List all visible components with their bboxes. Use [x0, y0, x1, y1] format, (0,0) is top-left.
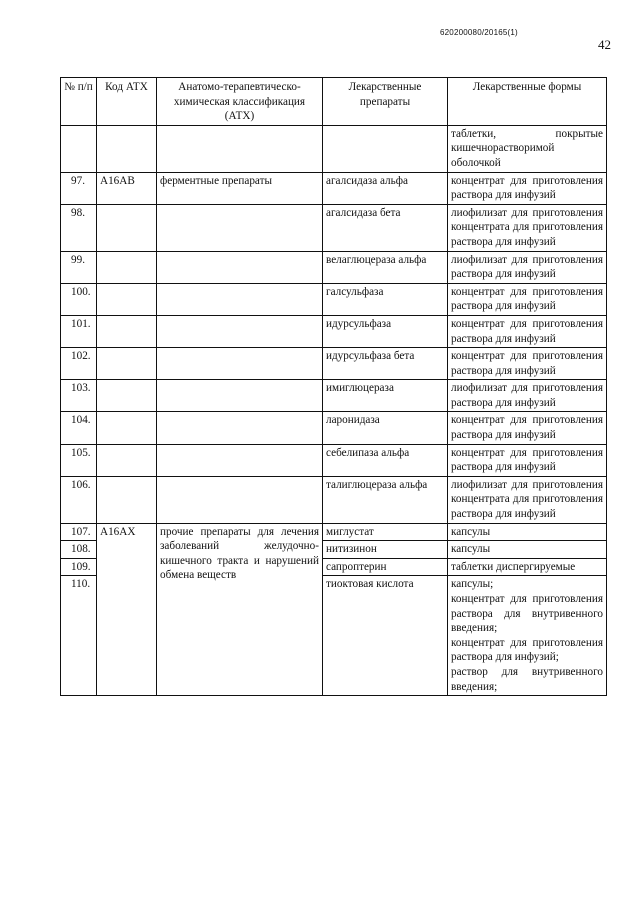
drug-cell: миглустат — [323, 523, 448, 541]
class-cell — [157, 348, 323, 380]
code-cell — [97, 315, 157, 347]
class-cell — [157, 412, 323, 444]
form-line: раствор для внутривенного введения; — [451, 665, 603, 693]
continuation-row — [61, 125, 607, 172]
code-cell: A16AX — [97, 523, 157, 696]
class-cell — [157, 283, 323, 315]
drug-cell: агалсидаза бета — [323, 204, 448, 251]
form-cell: лиофилизат для приготовления концентрата для приготовления раствора для инфузий — [448, 204, 607, 251]
table-row — [61, 476, 607, 523]
class-cell — [157, 251, 323, 283]
code-cell — [97, 476, 157, 523]
num-cell: 104. — [61, 412, 97, 444]
class-cell — [157, 476, 323, 523]
form-cell: лиофилизат для приготовления раствора для инфузий — [448, 380, 607, 412]
form-cell: концентрат для приготовления раствора для инфузий — [448, 412, 607, 444]
class-cell — [157, 204, 323, 251]
drug-cell: тиоктовая кислота — [323, 576, 448, 696]
form-cell: таблетки диспергируемые — [448, 558, 607, 576]
drug-cell: имиглюцераза — [323, 380, 448, 412]
num-cell: 103. — [61, 380, 97, 412]
drug-cell: нитизинон — [323, 541, 448, 559]
document-id: 620200080/20165(1) — [440, 28, 518, 37]
num-cell: 101. — [61, 315, 97, 347]
form-line: капсулы; — [451, 578, 494, 591]
num-cell: 109. — [61, 558, 97, 576]
class-cell — [157, 125, 323, 172]
num-cell: 107. — [61, 523, 97, 541]
table-row — [61, 315, 607, 347]
header-num: № п/п — [61, 78, 97, 126]
table-row — [61, 251, 607, 283]
table-row — [61, 523, 607, 541]
code-cell — [97, 251, 157, 283]
code-cell — [97, 380, 157, 412]
num-cell: 100. — [61, 283, 97, 315]
drug-cell — [323, 125, 448, 172]
table-row — [61, 380, 607, 412]
drug-cell: ларонидаза — [323, 412, 448, 444]
code-cell — [97, 348, 157, 380]
drug-cell: агалсидаза альфа — [323, 172, 448, 204]
class-cell — [157, 380, 323, 412]
table-row — [61, 444, 607, 476]
form-cell: концентрат для приготовления раствора для инфузий — [448, 283, 607, 315]
form-line: концентрат для приготовления раствора для инфузий; — [451, 636, 603, 664]
num-cell: 99. — [61, 251, 97, 283]
form-cell: концентрат для приготовления раствора для инфузий — [448, 172, 607, 204]
drug-cell: велаглюцераза альфа — [323, 251, 448, 283]
header-drugs: Лекарственные препараты — [323, 78, 448, 126]
drug-cell: галсульфаза — [323, 283, 448, 315]
page-number: 42 — [598, 37, 611, 52]
header-atc-code: Код АТХ — [97, 78, 157, 126]
num-cell: 106. — [61, 476, 97, 523]
num-cell: 102. — [61, 348, 97, 380]
form-cell: таблетки, покрытые кишечнорастворимой оболочкой — [448, 125, 607, 172]
num-cell: 98. — [61, 204, 97, 251]
class-cell — [157, 444, 323, 476]
code-cell — [97, 412, 157, 444]
table-row — [61, 348, 607, 380]
code-cell: A16AB — [97, 172, 157, 204]
code-cell — [97, 125, 157, 172]
num-cell: 108. — [61, 541, 97, 559]
drug-cell: талиглюцераза альфа — [323, 476, 448, 523]
class-cell — [157, 315, 323, 347]
form-cell: концентрат для приготовления раствора для инфузий — [448, 315, 607, 347]
table-row — [61, 283, 607, 315]
num-cell: 105. — [61, 444, 97, 476]
num-cell: 97. — [61, 172, 97, 204]
form-cell: концентрат для приготовления раствора для инфузий — [448, 348, 607, 380]
form-cell: лиофилизат для приготовления раствора для инфузий — [448, 251, 607, 283]
form-line: концентрат для приготовления раствора для внутривенного введения; — [451, 593, 603, 635]
drug-cell: идурсульфаза бета — [323, 348, 448, 380]
code-cell — [97, 283, 157, 315]
table-row — [61, 204, 607, 251]
class-cell: ферментные препараты — [157, 172, 323, 204]
num-cell — [61, 125, 97, 172]
code-cell — [97, 444, 157, 476]
drug-cell: идурсульфаза — [323, 315, 448, 347]
code-cell — [97, 204, 157, 251]
class-cell: прочие препараты для лечения заболеваний желудочно-кишечного тракта и нарушений обмена веществ — [157, 523, 323, 696]
form-cell — [448, 576, 607, 696]
num-cell: 110. — [61, 576, 97, 696]
drug-cell: себелипаза альфа — [323, 444, 448, 476]
form-cell: концентрат для приготовления раствора для инфузий — [448, 444, 607, 476]
table-row — [61, 172, 607, 204]
drug-cell: сапроптерин — [323, 558, 448, 576]
header-classification: Анатомо-терапевтическо-химическая классификация (АТХ) — [157, 78, 323, 126]
drug-table — [60, 77, 607, 696]
form-cell: лиофилизат для приготовления концентрата для приготовления раствора для инфузий — [448, 476, 607, 523]
header-row — [61, 78, 607, 126]
form-cell: капсулы — [448, 541, 607, 559]
form-cell: капсулы — [448, 523, 607, 541]
table-row — [61, 412, 607, 444]
header-forms: Лекарственные формы — [448, 78, 607, 126]
